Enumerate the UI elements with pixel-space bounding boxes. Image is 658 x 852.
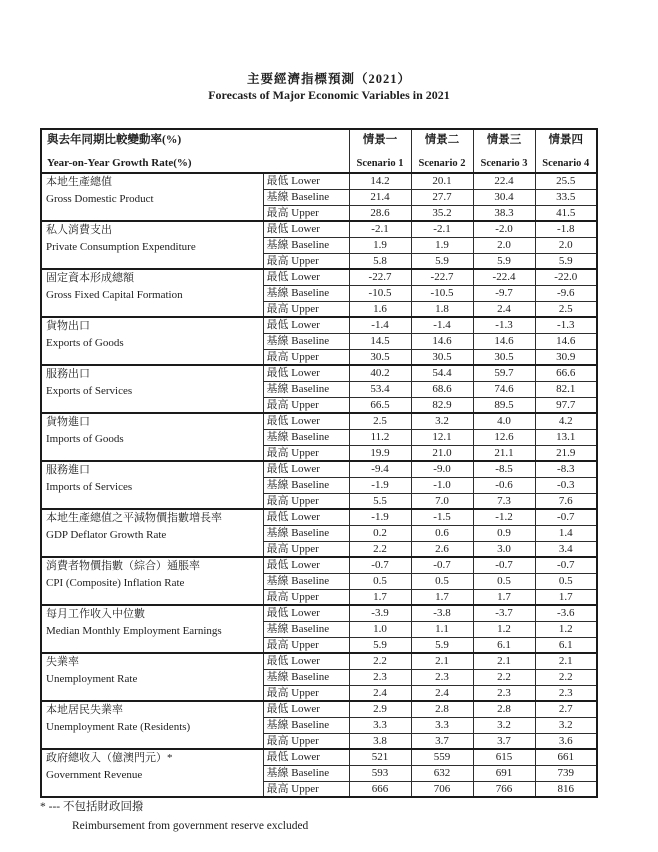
value-cell: 6.1	[473, 637, 535, 653]
value-cell: 89.5	[473, 397, 535, 413]
value-cell: 3.2	[535, 717, 597, 733]
value-cell: -9.6	[535, 285, 597, 301]
indicator-name-zh: 消費者物價指數（綜合）通脹率	[46, 560, 200, 572]
value-cell: -22.0	[535, 269, 597, 285]
bound-label-cell: 基線 Baseline	[263, 573, 349, 589]
bound-label-cell: 基線 Baseline	[263, 285, 349, 301]
indicator-name-en: Unemployment Rate (Residents)	[46, 721, 191, 733]
value-cell: -3.7	[473, 605, 535, 621]
indicator-name-zh: 本地居民失業率	[46, 704, 123, 716]
value-cell: -1.5	[411, 509, 473, 525]
value-cell: 816	[535, 781, 597, 797]
value-cell: 0.5	[473, 573, 535, 589]
value-cell: 2.1	[473, 653, 535, 669]
bound-label-cell: 基線 Baseline	[263, 237, 349, 253]
header-scenario-4	[535, 129, 597, 173]
bound-label-cell: 最低 Lower	[263, 749, 349, 765]
indicator-name-en: Median Monthly Employment Earnings	[46, 625, 222, 637]
value-cell: 22.4	[473, 173, 535, 189]
value-cell: 7.6	[535, 493, 597, 509]
value-cell: 82.1	[535, 381, 597, 397]
bound-label-cell: 最低 Lower	[263, 461, 349, 477]
bound-label-cell: 基線 Baseline	[263, 189, 349, 205]
indicator-label-cell	[41, 509, 263, 557]
value-cell: 0.2	[349, 525, 411, 541]
value-cell: 1.2	[535, 621, 597, 637]
table-row	[41, 461, 597, 477]
value-cell: 7.3	[473, 493, 535, 509]
indicator-label-cell	[41, 653, 263, 701]
value-cell: -1.4	[349, 317, 411, 333]
value-cell: -1.9	[349, 477, 411, 493]
bound-label-cell: 最高 Upper	[263, 445, 349, 461]
value-cell: 661	[535, 749, 597, 765]
indicator-name-zh: 固定資本形成總額	[46, 272, 134, 284]
value-cell: -1.0	[411, 477, 473, 493]
value-cell: 33.5	[535, 189, 597, 205]
value-cell: -1.3	[473, 317, 535, 333]
scenario-1-en: Scenario 1	[356, 158, 404, 169]
value-cell: -1.9	[349, 509, 411, 525]
value-cell: 2.4	[411, 685, 473, 701]
scenario-4-en: Scenario 4	[542, 158, 590, 169]
indicator-name-en: Gross Fixed Capital Formation	[46, 289, 183, 301]
indicator-name-en: Private Consumption Expenditure	[46, 241, 196, 253]
value-cell: 521	[349, 749, 411, 765]
table-row	[41, 413, 597, 429]
indicator-label-cell	[41, 365, 263, 413]
value-cell: -0.7	[535, 557, 597, 573]
value-cell: 1.4	[535, 525, 597, 541]
value-cell: 3.3	[411, 717, 473, 733]
indicator-name-en: CPI (Composite) Inflation Rate	[46, 577, 185, 589]
bound-label-cell: 最高 Upper	[263, 205, 349, 221]
value-cell: 21.4	[349, 189, 411, 205]
scenario-4-zh: 情景四	[548, 134, 584, 146]
value-cell: 2.2	[535, 669, 597, 685]
value-cell: -0.7	[349, 557, 411, 573]
value-cell: 12.1	[411, 429, 473, 445]
header-row	[41, 129, 597, 173]
value-cell: 82.9	[411, 397, 473, 413]
bound-label-cell: 基線 Baseline	[263, 525, 349, 541]
value-cell: 2.4	[349, 685, 411, 701]
bound-label-cell: 基線 Baseline	[263, 621, 349, 637]
value-cell: 66.5	[349, 397, 411, 413]
value-cell: 5.9	[349, 637, 411, 653]
value-cell: -22.7	[349, 269, 411, 285]
indicator-name-zh: 服務出口	[46, 368, 90, 380]
bound-label-cell: 最高 Upper	[263, 397, 349, 413]
value-cell: 1.0	[349, 621, 411, 637]
table-row	[41, 269, 597, 285]
bound-label-cell: 最高 Upper	[263, 349, 349, 365]
value-cell: 14.6	[473, 333, 535, 349]
value-cell: 97.7	[535, 397, 597, 413]
value-cell: 593	[349, 765, 411, 781]
value-cell: -0.6	[473, 477, 535, 493]
value-cell: 691	[473, 765, 535, 781]
bound-label-cell: 最低 Lower	[263, 221, 349, 237]
header-growth-rate-en: Year-on-Year Growth Rate(%)	[47, 157, 192, 169]
bound-label-cell: 最低 Lower	[263, 269, 349, 285]
page-title	[0, 72, 658, 103]
value-cell: 1.9	[349, 237, 411, 253]
header-growth-rate-zh: 與去年同期比較變動率(%)	[47, 134, 182, 146]
value-cell: 38.3	[473, 205, 535, 221]
bound-label-cell: 基線 Baseline	[263, 477, 349, 493]
value-cell: -2.1	[349, 221, 411, 237]
indicator-label-cell	[41, 317, 263, 365]
value-cell: 2.5	[535, 301, 597, 317]
value-cell: 0.9	[473, 525, 535, 541]
value-cell: 0.5	[535, 573, 597, 589]
bound-label-cell: 最低 Lower	[263, 173, 349, 189]
value-cell: 6.1	[535, 637, 597, 653]
bound-label-cell: 最高 Upper	[263, 781, 349, 797]
value-cell: 30.5	[473, 349, 535, 365]
indicator-name-zh: 本地生產總值	[46, 176, 112, 188]
bound-label-cell: 基線 Baseline	[263, 765, 349, 781]
table-row	[41, 605, 597, 621]
value-cell: 30.9	[535, 349, 597, 365]
footnote-en: Reimbursement from government reserve excluded	[72, 820, 309, 832]
table-row	[41, 749, 597, 765]
value-cell: -22.7	[411, 269, 473, 285]
indicator-name-zh: 政府總收入（億澳門元）*	[46, 752, 173, 764]
value-cell: -10.5	[411, 285, 473, 301]
indicator-name-zh: 私人消費支出	[46, 224, 112, 236]
value-cell: -10.5	[349, 285, 411, 301]
value-cell: 21.1	[473, 445, 535, 461]
indicator-label-cell	[41, 557, 263, 605]
bound-label-cell: 最低 Lower	[263, 701, 349, 717]
value-cell: -3.9	[349, 605, 411, 621]
value-cell: 59.7	[473, 365, 535, 381]
value-cell: 1.7	[411, 589, 473, 605]
value-cell: 3.7	[411, 733, 473, 749]
value-cell: 54.4	[411, 365, 473, 381]
value-cell: 0.5	[349, 573, 411, 589]
value-cell: -22.4	[473, 269, 535, 285]
value-cell: 615	[473, 749, 535, 765]
value-cell: 1.1	[411, 621, 473, 637]
value-cell: -0.7	[473, 557, 535, 573]
value-cell: 25.5	[535, 173, 597, 189]
value-cell: 5.9	[535, 253, 597, 269]
value-cell: 2.3	[535, 685, 597, 701]
value-cell: 41.5	[535, 205, 597, 221]
table-row	[41, 509, 597, 525]
indicator-name-en: Imports of Goods	[46, 433, 124, 445]
value-cell: 2.8	[411, 701, 473, 717]
value-cell: 559	[411, 749, 473, 765]
bound-label-cell: 最低 Lower	[263, 365, 349, 381]
value-cell: 1.2	[473, 621, 535, 637]
header-scenario-3	[473, 129, 535, 173]
value-cell: 7.0	[411, 493, 473, 509]
value-cell: 1.7	[349, 589, 411, 605]
value-cell: 2.9	[349, 701, 411, 717]
indicator-name-en: Unemployment Rate	[46, 673, 138, 685]
indicator-name-zh: 本地生產總值之平減物價指數增長率	[46, 512, 222, 524]
value-cell: -9.7	[473, 285, 535, 301]
value-cell: 5.5	[349, 493, 411, 509]
value-cell: 28.6	[349, 205, 411, 221]
table-row	[41, 653, 597, 669]
value-cell: 53.4	[349, 381, 411, 397]
bound-label-cell: 基線 Baseline	[263, 333, 349, 349]
value-cell: -1.2	[473, 509, 535, 525]
value-cell: 3.3	[349, 717, 411, 733]
value-cell: 66.6	[535, 365, 597, 381]
table-row	[41, 365, 597, 381]
value-cell: -8.5	[473, 461, 535, 477]
header-scenario-2	[411, 129, 473, 173]
value-cell: 4.0	[473, 413, 535, 429]
value-cell: 2.8	[473, 701, 535, 717]
value-cell: 2.3	[473, 685, 535, 701]
header-scenario-1	[349, 129, 411, 173]
bound-label-cell: 最高 Upper	[263, 541, 349, 557]
value-cell: 30.4	[473, 189, 535, 205]
forecast-table	[40, 128, 598, 798]
value-cell: 3.8	[349, 733, 411, 749]
indicator-name-en: Exports of Goods	[46, 337, 124, 349]
value-cell: 14.6	[535, 333, 597, 349]
value-cell: 666	[349, 781, 411, 797]
indicator-name-zh: 失業率	[46, 656, 79, 668]
header-growth-rate	[41, 129, 349, 173]
bound-label-cell: 最高 Upper	[263, 733, 349, 749]
value-cell: 2.1	[535, 653, 597, 669]
value-cell: 1.7	[473, 589, 535, 605]
bound-label-cell: 最低 Lower	[263, 605, 349, 621]
value-cell: 12.6	[473, 429, 535, 445]
value-cell: 2.2	[349, 653, 411, 669]
bound-label-cell: 最高 Upper	[263, 253, 349, 269]
indicator-name-zh: 服務進口	[46, 464, 90, 476]
indicator-name-zh: 貨物出口	[46, 320, 90, 332]
value-cell: 2.0	[535, 237, 597, 253]
value-cell: 21.0	[411, 445, 473, 461]
page-title-zh: 主要經濟指標預測（2021）	[246, 72, 411, 86]
value-cell: -8.3	[535, 461, 597, 477]
indicator-name-en: Imports of Services	[46, 481, 133, 493]
bound-label-cell: 最高 Upper	[263, 301, 349, 317]
bound-label-cell: 最高 Upper	[263, 589, 349, 605]
value-cell: 0.5	[411, 573, 473, 589]
table-row	[41, 557, 597, 573]
indicator-label-cell	[41, 413, 263, 461]
value-cell: 14.2	[349, 173, 411, 189]
indicator-label-cell	[41, 269, 263, 317]
value-cell: 2.3	[349, 669, 411, 685]
value-cell: -3.6	[535, 605, 597, 621]
value-cell: 3.6	[535, 733, 597, 749]
value-cell: 3.2	[411, 413, 473, 429]
value-cell: 20.1	[411, 173, 473, 189]
value-cell: 5.8	[349, 253, 411, 269]
bound-label-cell: 基線 Baseline	[263, 717, 349, 733]
value-cell: 2.5	[349, 413, 411, 429]
value-cell: 74.6	[473, 381, 535, 397]
value-cell: -3.8	[411, 605, 473, 621]
bound-label-cell: 最低 Lower	[263, 509, 349, 525]
bound-label-cell: 最高 Upper	[263, 493, 349, 509]
scenario-1-zh: 情景一	[362, 134, 398, 146]
value-cell: 1.9	[411, 237, 473, 253]
scenario-3-en: Scenario 3	[480, 158, 528, 169]
bound-label-cell: 最低 Lower	[263, 413, 349, 429]
value-cell: 2.2	[349, 541, 411, 557]
value-cell: 2.0	[473, 237, 535, 253]
bound-label-cell: 最低 Lower	[263, 653, 349, 669]
table-row	[41, 221, 597, 237]
value-cell: 2.3	[411, 669, 473, 685]
value-cell: 30.5	[411, 349, 473, 365]
value-cell: 40.2	[349, 365, 411, 381]
value-cell: -2.0	[473, 221, 535, 237]
value-cell: 4.2	[535, 413, 597, 429]
value-cell: 5.9	[411, 253, 473, 269]
value-cell: 766	[473, 781, 535, 797]
value-cell: -1.8	[535, 221, 597, 237]
value-cell: 1.7	[535, 589, 597, 605]
value-cell: 706	[411, 781, 473, 797]
page-title-en: Forecasts of Major Economic Variables in 2021	[208, 88, 450, 102]
value-cell: 5.9	[411, 637, 473, 653]
indicator-name-en: GDP Deflator Growth Rate	[46, 529, 167, 541]
value-cell: 2.2	[473, 669, 535, 685]
scenario-2-zh: 情景二	[424, 134, 460, 146]
value-cell: -0.7	[535, 509, 597, 525]
value-cell: 21.9	[535, 445, 597, 461]
indicator-label-cell	[41, 605, 263, 653]
value-cell: 2.4	[473, 301, 535, 317]
table-body	[41, 173, 597, 797]
value-cell: 11.2	[349, 429, 411, 445]
indicator-name-zh: 每月工作收入中位數	[46, 608, 145, 620]
indicator-label-cell	[41, 461, 263, 509]
bound-label-cell: 基線 Baseline	[263, 429, 349, 445]
indicator-label-cell	[41, 749, 263, 797]
value-cell: 13.1	[535, 429, 597, 445]
value-cell: 3.2	[473, 717, 535, 733]
value-cell: 35.2	[411, 205, 473, 221]
value-cell: 68.6	[411, 381, 473, 397]
value-cell: 0.6	[411, 525, 473, 541]
value-cell: 632	[411, 765, 473, 781]
value-cell: 3.4	[535, 541, 597, 557]
value-cell: -9.4	[349, 461, 411, 477]
table-row	[41, 173, 597, 189]
value-cell: 19.9	[349, 445, 411, 461]
indicator-name-en: Exports of Services	[46, 385, 133, 397]
value-cell: 3.7	[473, 733, 535, 749]
indicator-name-zh: 貨物進口	[46, 416, 90, 428]
bound-label-cell: 最高 Upper	[263, 685, 349, 701]
value-cell: 2.1	[411, 653, 473, 669]
value-cell: 2.7	[535, 701, 597, 717]
table-row	[41, 317, 597, 333]
value-cell: 2.6	[411, 541, 473, 557]
bound-label-cell: 基線 Baseline	[263, 381, 349, 397]
value-cell: 30.5	[349, 349, 411, 365]
bound-label-cell: 最低 Lower	[263, 317, 349, 333]
value-cell: 14.5	[349, 333, 411, 349]
scenario-2-en: Scenario 2	[418, 158, 466, 169]
bound-label-cell: 基線 Baseline	[263, 669, 349, 685]
indicator-name-en: Gross Domestic Product	[46, 193, 154, 205]
value-cell: 739	[535, 765, 597, 781]
value-cell: 1.8	[411, 301, 473, 317]
value-cell: -1.3	[535, 317, 597, 333]
value-cell: 5.9	[473, 253, 535, 269]
bound-label-cell: 最低 Lower	[263, 557, 349, 573]
scenario-3-zh: 情景三	[486, 134, 522, 146]
value-cell: 27.7	[411, 189, 473, 205]
value-cell: -0.3	[535, 477, 597, 493]
indicator-label-cell	[41, 221, 263, 269]
value-cell: -0.7	[411, 557, 473, 573]
value-cell: 1.6	[349, 301, 411, 317]
indicator-name-en: Government Revenue	[46, 769, 143, 781]
value-cell: -1.4	[411, 317, 473, 333]
indicator-label-cell	[41, 173, 263, 221]
value-cell: 3.0	[473, 541, 535, 557]
footnote-zh: * --- 不包括財政回撥	[40, 801, 144, 813]
value-cell: 14.6	[411, 333, 473, 349]
bound-label-cell: 最高 Upper	[263, 637, 349, 653]
value-cell: -2.1	[411, 221, 473, 237]
indicator-label-cell	[41, 701, 263, 749]
value-cell: -9.0	[411, 461, 473, 477]
table-row	[41, 701, 597, 717]
